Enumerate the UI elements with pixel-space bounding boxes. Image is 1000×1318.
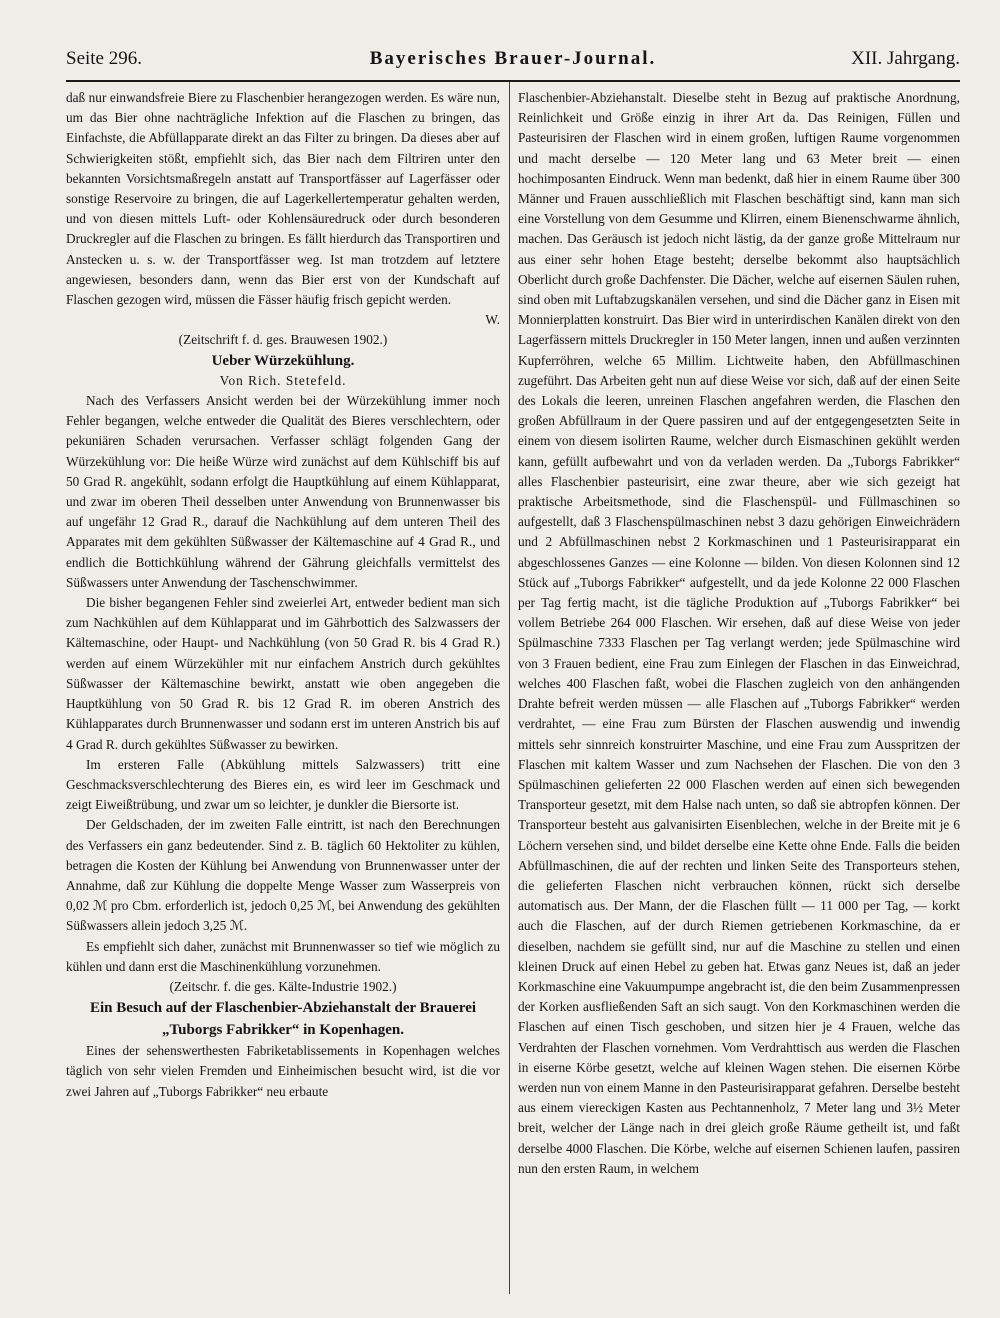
article-title: Ueber Würzekühlung. bbox=[211, 352, 355, 369]
source-citation: (Zeitschr. f. die ges. Kälte-Industrie 1902.) bbox=[169, 978, 397, 994]
paragraph: Flaschenbier-Abziehanstalt. Dieselbe steht in Bezug auf praktische Anordnung, Reinlichkeit und Größe einzig in ihrer Art da. Das Reinigen, Füllen und Pasteurisiren der Flaschen wird in einem großen, luftigen Raume vorgenommen und macht derselbe — 120 Meter lang und 63 Meter breit — einen hochimposanten Eindruck. Wenn man bedenkt, daß hier in einem Raume über 300 Männer und Frauen ausschließlich mit Flaschen beschäftigt sind, kann man sich eine Vorstellung von dem Gesumme und Klirren, einem Bienenschwarme ähnlich, machen. Das Geräusch ist jedoch nicht lästig, da der ganze große Mittelraum nur aus einer sehr hohen Etage besteht; derselbe bekommt also hauptsächlich Oberlicht durch große Dachfenster. Die Dächer, welche auf eisernen Säulen ruhen, sind oben mit Luftabzugskanälen versehen, und sind die Dächer ganz in Eisen mit Monnierplatten konstruirt. Das Bier wird in unterirdischen Kanälen direkt von den Lagerfässern mittels Druckregler in 150 Meter langen, innen und außen verzinnten Kupferröhren, welche 65 Millim. Lichtweite haben, den Abfüllmaschinen zugeführt. Das Arbeiten geht nun auf diese Weise vor sich, daß auf der einen Seite des Lokals die leeren, unreinen Flaschen angefahren werden, die Flaschen den großen Abfüllraum in der Quere passiren und auf der entgegengesetzten Seite in einem von diesem isolirten Raume, welcher durch Eismaschinen gekühlt werden kann, gefüllt aufbewahrt und von da verladen werden. Da „Tuborgs Fabrikker“ alles Flaschenbier pasteurisirt, eine zwar theure, aber wie sich gezeigt hat praktische Arbeitsmethode, sind die Flaschenspül- und Füllmaschinen so aufgestellt, daß 3 Flaschenspülmaschinen nebst 3 dazu gehörigen Einweichrädern und 2 Abfüllmaschinen nebst 2 Korkmaschinen und 1 Pasteurisirapparat ein abgeschlossenes Ganzes — eine Kolonne — bilden. Von diesen Kolonnen sind 12 Stück auf „Tuborgs Fabrikker“ aufgestellt, und da jede Kolonne 22 000 Flaschen per Tag fertig macht, ist die tägliche Produktion auf „Tuborgs Fabrikker“ bei vollem Betriebe 264 000 Flaschen. Wir ersehen, daß auf diese Weise von jeder Spülmaschine 7333 Flaschen per Tag verlangt werden; jede Spülmaschine wird von 3 Frauen bedient, eine Frau zum Einlegen der Flaschen in das Einweichrad, welches 400 Flaschen faßt, wobei die Flaschen zugleich von den anhängenden Drahte befreit werden müssen — alle Flaschen auf „Tuborgs Fabrikker“ werden verdrahtet, — eine Frau zum Bürsten der Flaschen auswendig und inwendig mittels sehr sinnreich konstruirter Maschine, und eine Frau zum Ausspritzen der Flaschen mit kaltem Wasser und zum Nachsehen der Flaschen. Die von den 3 Spülmaschinen gelieferten 22 000 Flaschen werden auf einen sich bewegenden Transporteur gesetzt, mit dem Halse nach unten, so daß sie abtropfen können. Der Transporteur besteht aus galvanisirten Eisenblechen, welche in der Breite mit je 6 Löchern versehen sind, und bildet derselbe eine Kette ohne Ende. Falls die beiden Abfüllmaschinen, die auf der rechten und linken Seite des Transporteurs stehen, die gelieferten Flaschen nicht verbrauchen können, rückt sich derselbe automatisch aus. Der Mann, der die Flaschen füllt — 11 000 per Tag, — korkt auch die Flaschen, auf der durch Riemen getriebenen Korkmaschine, da er dieselben, nachdem sie gefüllt sind, nur auf die Maschine zu stellen und einen kleinen Druck auf einen Hebel zu geben hat. Etwas ganz Neues ist, daß an jeder Korkmaschine eine Vakuumpumpe angebracht ist, die den beim Zusammenpressen der Korken ausfließenden Saft an sich saugt. Von den Korkmaschinen werden die Flaschen auf einen Tisch geschoben, und sitzen hier je 4 Frauen, welche das Verdrahten der Flaschen vornehmen. Vom Verdrahttisch aus werden die Flaschen in eiserne Körbe gesetzt, welche auf kleinen Wagen stehen. Die eisernen Körbe werden nun von einem Manne in den Pasteurisirapparat gefahren. Derselbe besteht aus einem viereckigen Kasten aus Pechtannenholz, 7 Meter lang und 3½ Meter breit, welcher der Länge nach in drei gleich große Räume getheilt ist, und faßt derselbe 4000 Flaschen. Die Körbe, welche auf eisernen Schienen laufen, passiren nun den ersten Raum, in welchem bbox=[518, 90, 960, 1176]
article-byline: Von Rich. Stetefeld. bbox=[219, 372, 347, 388]
newspaper-page bbox=[66, 42, 960, 1297]
paragraph: Die bisher begangenen Fehler sind zweierlei Art, entweder bedient man sich zum Nachkühlen auf dem Kühlapparat und im Gährbottich des Salzwassers der Kältemaschine, oder Haupt- und Nachkühlung (von 50 Grad R. bis 4 Grad R.) werden auf einem Würzekühler mit nur einfachem Anstrich durch gekühltes Süßwasser der Kältemaschine bewirkt, anstatt wie oben angegeben die Hauptkühlung von 50 Grad R. bis 12 Grad R. im oberen Anstrich des Kühlapparates durch Brunnenwasser und sodann erst im unteren Anstrich bis auf 4 Grad R. durch gekühltes Süßwasser zu bewirken. bbox=[66, 595, 500, 752]
paragraph: Eines der sehenswerthesten Fabriketablissements in Kopenhagen welches täglich von sehr vielen Fremden und Einheimischen besucht wird, ist die vor zwei Jahren auf „Tuborgs Fabrikker“ neu erbaute bbox=[66, 1043, 500, 1099]
paragraph: Der Geldschaden, der im zweiten Falle eintritt, ist nach den Berechnungen des Verfassers ein ganz bedeutender. Sind z. B. täglich 60 Hektoliter zu kühlen, betragen die Kosten der Kühlung bei Anwendung von Brunnenwasser unter der Annahme, daß zur Kühlung die doppelte Menge Wasser zum Wasserpreis von 0,02 ℳ pro Cbm. erforderlich ist, jedoch 0,25 ℳ, bei Anwendung des gekühlten Süßwassers allein jedoch 3,25 ℳ. bbox=[66, 817, 500, 934]
paragraph: daß nur einwandsfreie Biere zu Flaschenbier herangezogen werden. Es wäre nun, um das Bier ohne nachträgliche Infektion auf die Flaschen zu bringen, das Einfachste, die Abfüllapparate direkt an das Filter zu bringen. Da dieses aber auf Schwierigkeiten stößt, empfiehlt sich, das Bier nach dem Filtriren unter den bekannten Vorsichtsmaßregeln anstatt auf Transportfässer auf Lagerfässer oder sonstige Reservoire zu bringen, die auf Lagerkellertemperatur gehalten werden, und von diesen mittels Luft- oder Kohlensäuredruck oder durch besonderen Druckregler auf die Flaschen zu bringen. Es fällt hierdurch das Transportiren und Anstecken u. s. w. der Transportfässer weg. Ist man trotzdem auf letztere angewiesen, besonders dann, wenn das Bier erst von der Kundschaft auf Flaschen gezogen wird, müssen die Fässer häufig frisch gepicht werden. bbox=[66, 90, 500, 308]
author-signature: W. bbox=[485, 312, 500, 328]
article-title: Ein Besuch auf der Flaschenbier-Abziehanstalt der Brauerei „Tuborgs Fabrikker“ in Kopenhagen. bbox=[89, 1000, 477, 1039]
header-rule bbox=[66, 80, 960, 82]
source-citation: (Zeitschrift f. d. ges. Brauwesen 1902.) bbox=[178, 332, 388, 348]
volume-label: XII. Jahrgang. bbox=[851, 48, 960, 69]
column-divider bbox=[509, 82, 510, 1294]
left-column bbox=[66, 88, 500, 1293]
page-header bbox=[66, 48, 960, 78]
paragraph: Im ersteren Falle (Abkühlung mittels Salzwassers) tritt eine Geschmacksverschlechterung des Bieres ein, es wird leer im Geschmack und zeigt Eiweißtrübung, und zwar um so leichter, je dunkler die Biersorte ist. bbox=[66, 756, 500, 813]
paragraph: Nach des Verfassers Ansicht werden bei der Würzekühlung immer noch Fehler begangen, welche entweder die Qualität des Bieres verschlechtern, oder pekuniären Schaden verursachen. Verfasser schlägt folgenden Gang der Würzekühlung vor: Die heiße Würze wird zunächst auf dem Kühlschiff bis auf 50 Grad R. angekühlt, sodann erfolgt die Hauptkühlung auf einem Kühlapparat, und zwar im oberen Theil desselben unter Anwendung von Brunnenwasser bis auf ungefähr 12 Grad R., darauf die Nachkühlung auf dem unteren Theil des Apparates mit dem gekühlten Süßwasser der Kältemaschine auf 4 Grad R., und endlich die Bottichkühlung während der Gährung gleichfalls vermittelst des Süßwassers unter Anwendung der Taschenschwimmer. bbox=[66, 393, 500, 590]
paragraph: Es empfiehlt sich daher, zunächst mit Brunnenwasser so tief wie möglich zu kühlen und dann erst die Maschinenkühlung vorzunehmen. bbox=[66, 938, 500, 974]
right-column bbox=[518, 88, 960, 1293]
journal-title: Bayerisches Brauer-Journal. bbox=[369, 48, 657, 69]
page-number: Seite 296. bbox=[66, 48, 142, 69]
